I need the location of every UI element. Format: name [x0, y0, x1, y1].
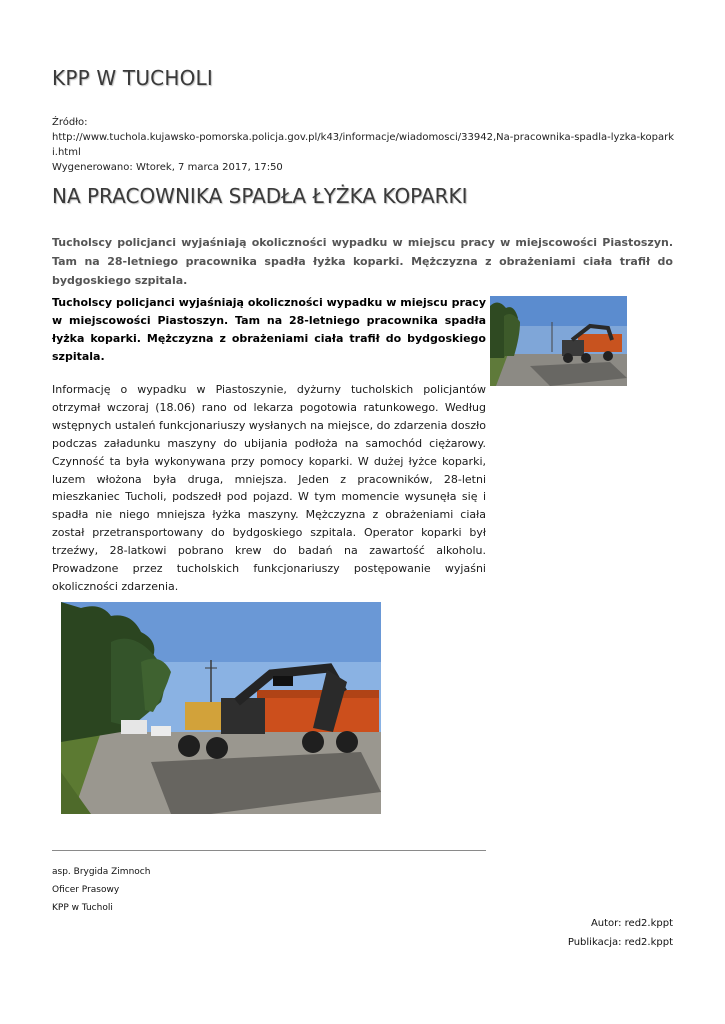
source-meta	[52, 115, 677, 175]
article-title: NA PRACOWNIKA SPADŁA ŁYŻKA KOPARKI	[52, 184, 468, 208]
signature-unit: KPP w Tucholi	[52, 903, 113, 913]
author-line: Autor: red2.kppt	[590, 918, 673, 929]
signature-block	[52, 863, 150, 917]
generated-date: Wygenerowano: Wtorek, 7 marca 2017, 17:50	[52, 162, 283, 173]
excavator-photo-thumbnail	[490, 296, 627, 386]
source-label: Źródło:	[52, 117, 88, 128]
article-body: Informację o wypadku w Piastoszynie, dyżurny tucholskich policjantów otrzymał wczoraj (18.06) rano od lekarza pogotowia ratunkowego. Według wstępnych ustaleń funkcjonariuszy wysłanych na miejsce, do zdarzenia doszło podczas załadunku maszyny do ubijania podłoża na samochód ciężarowy. Czynność ta była wykonywana przy pomocy koparki. W dużej łyżce koparki, luzem włożona była druga, mniejsza. Jeden z pracowników, 28-letni mieszkaniec Tucholi, podszedł pod pojazd. W tym momencie wysunęła się i spadła nie niego mniejsza łyżka maszyny. Mężczyzna z obrażeniami ciała został przetransportowany do bydgoskiego szpitala. Operator koparki był trzeźwy, 28-latkowi pobrano krew do badań na zawartość alkoholu. Prowadzone przez tucholskich funkcjonariuszy postępowanie wyjaśni okoliczności zdarzenia.	[52, 383, 486, 593]
excavator-photo	[61, 602, 381, 814]
signature-name: asp. Brygida Zimnoch	[52, 867, 151, 877]
article-intro: Tucholscy policjanci wyjaśniają okoliczności wypadku w miejscu pracy w miejscowości Piastoszyn. Tam na 28-letniego pracownika spadła łyżka koparki. Mężczyzna z obrażeniami ciała trafił do bydgoskiego szpitala.	[52, 296, 486, 363]
signature-role: Oficer Prasowy	[52, 885, 120, 895]
source-url[interactable]: http://www.tuchola.kujawsko-pomorska.policja.gov.pl/k43/informacje/wiadomosci/33942,Na-pracownika-spadla-lyzka-koparki.html	[52, 132, 674, 158]
article-lead: Tucholscy policjanci wyjaśniają okoliczności wypadku w miejscu pracy w miejscowości Piastoszyn. Tam na 28-letniego pracownika spadła łyżka koparki. Mężczyzna z obrażeniami ciała trafił do bydgoskiego szpitala.	[52, 236, 673, 287]
publication-line: Publikacja: red2.kppt	[567, 937, 673, 948]
publication-footer	[568, 914, 673, 952]
signature-divider	[52, 850, 486, 851]
site-title: KPP W TUCHOLI	[52, 66, 213, 90]
